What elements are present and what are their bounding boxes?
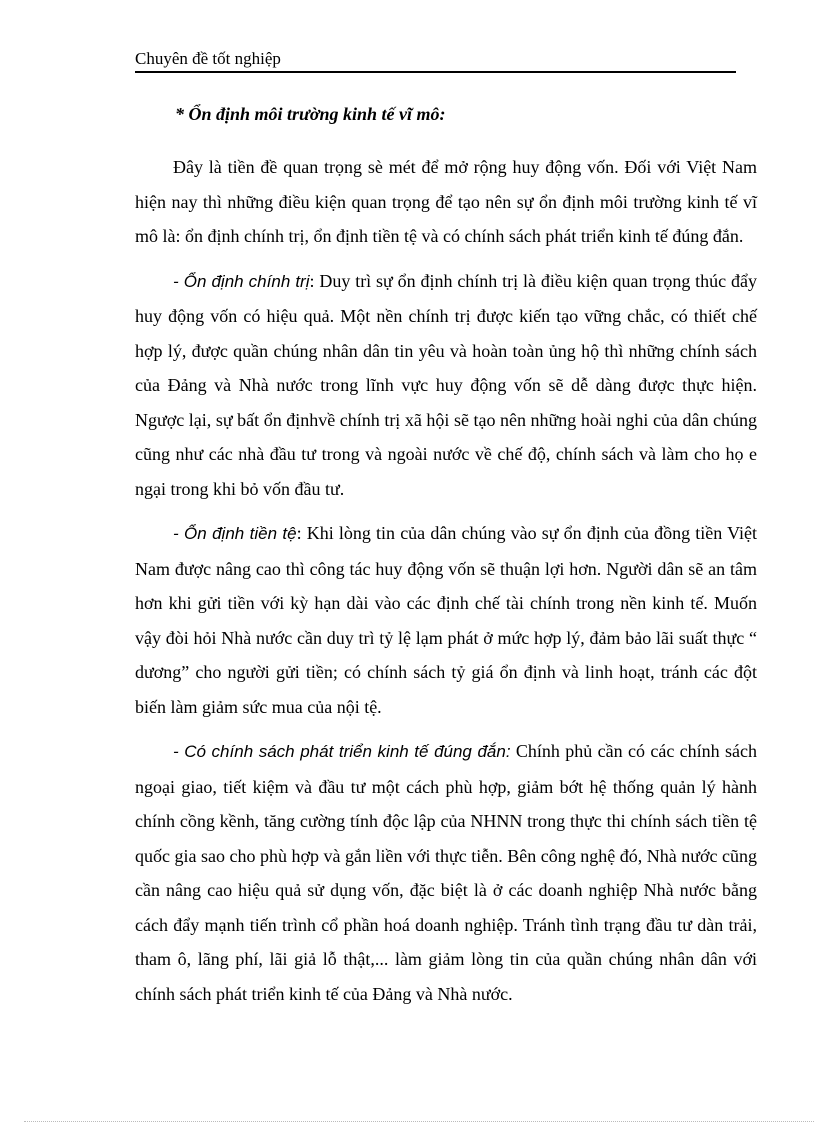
document-body	[135, 98, 757, 1021]
paragraph-intro	[135, 150, 757, 254]
paragraph-lead: - Ổn định chính trị	[173, 271, 310, 291]
paragraph-text: Đây là tiền đề quan trọng sè mét để mở rộng huy động vốn. Đối với Việt Nam hiện nay thì những điều kiện quan trọng để tạo nên sự ổn định môi trường kinh tế vĩ mô là: ổn định chính trị, ổn định tiền tệ và có chính sách phát triển kinh tế đúng đắn.	[135, 157, 757, 246]
header-title: Chuyên đề tốt nghiệp	[135, 49, 281, 68]
paragraph-text: : Duy trì sự ổn định chính trị là điều kiện quan trọng thúc đẩy huy động vốn có hiệu quả. Một nền chính trị được kiến tạo vững chắc, có thiết chế hợp lý, được quần chúng nhân dân tin yêu và hoàn toàn ủng hộ thì những chính sách của Đảng và Nhà nước trong lĩnh vực huy động vốn sẽ dễ dàng được thực hiện. Ngược lại, sự bất ổn địnhvề chính trị xã hội sẽ tạo nên những hoài nghi của dân chúng cũng như các nhà đầu tư trong và ngoài nước về chế độ, chính sách và làm cho họ e ngại trong khi bỏ vốn đầu tư.	[135, 270, 757, 499]
paragraph-lead: - Ổn định tiền tệ	[173, 524, 297, 543]
paragraph-economic-policy	[135, 734, 757, 1011]
paragraph-political-stability	[135, 264, 757, 507]
page-header	[135, 49, 736, 73]
section-heading: * Ổn định môi trường kinh tế vĩ mô:	[175, 104, 446, 124]
paragraph-monetary-stability	[135, 516, 757, 724]
paragraph-text: Chính phủ cần có các chính sách ngoại giao, tiết kiệm và đầu tư một cách phù hợp, giảm bớt hệ thống quản lý hành chính cồng kềnh, tăng cường tính độc lập của NHNN trong thực thi chính sách tiền tệ quốc gia sao cho phù hợp và gắn liền với thực tiễn. Bên công nghệ đó, Nhà nước cũng cần nâng cao hiệu quả sử dụng vốn, đặc biệt là ở các doanh nghiệp Nhà nước bằng cách đẩy mạnh tiến trình cổ phần hoá doanh nghiệp. Tránh tình trạng đầu tư dàn trải, tham ô, lãng phí, lãi giả lỗ thật,... làm giảm lòng tin của quần chúng nhân dân với chính sách phát triển kinh tế của Đảng và Nhà nước.	[135, 741, 757, 1004]
paragraph-text: : Khi lòng tin của dân chúng vào sự ổn định của đồng tiền Việt Nam được nâng cao thì công tác huy động vốn sẽ thuận lợi hơn. Người dân sẽ an tâm hơn khi gửi tiền với kỳ hạn dài vào các định chế tài chính trong nền kinh tế. Muốn vậy đòi hỏi Nhà nước cần duy trì tỷ lệ lạm phát ở mức hợp lý, đảm bảo lãi suất thực “ dương” cho người gửi tiền; có chính sách tỷ giá ổn định và linh hoạt, tránh các đột biến làm giảm sức mua của nội tệ.	[135, 523, 757, 717]
page-bottom-divider	[24, 1121, 814, 1122]
paragraph-lead: - Có chính sách phát triển kinh tế đúng đắn:	[173, 742, 511, 761]
